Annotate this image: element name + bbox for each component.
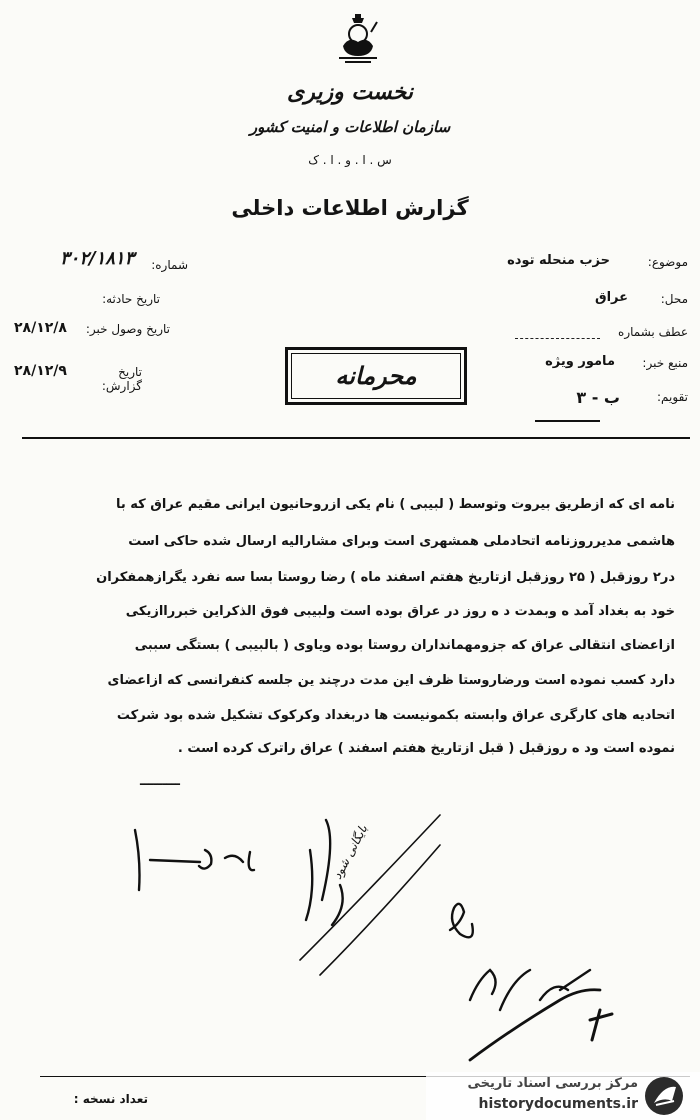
body-line: هاشمی مدیرروزنامه اتحادملی همشهری است وبرای مشارالیه ارسال شده حاکی است: [128, 534, 675, 549]
number-value: ۳۰۲/۱۸۱۳: [60, 248, 135, 269]
source-value: مامور ویژه: [545, 354, 615, 369]
body-line: در۲ روزقبل ( ۲۵ روزقبل ازتاریخ هفتم اسفند ماه ) رضا روستا بسا سه نفرد یگرازهمفکران: [96, 570, 675, 585]
watermark-logo-icon: [642, 1075, 686, 1117]
body-line: نموده است ود ه روزقبل ( قبل ازتاریخ هفتم اسفند ) عراق راترک کرده است .: [177, 741, 675, 756]
report-date-label: تاریخ گزارش:: [101, 365, 142, 393]
ministry-heading: نخست وزیری: [287, 80, 413, 105]
calendar-value: ب - ۳: [576, 388, 620, 407]
watermark-title: مرکز بررسی اسناد تاریخی: [467, 1076, 638, 1091]
source-label: منبع خبر:: [642, 356, 688, 370]
body-line: دارد کسب نموده است ورضاروستا ظرف این مدت درچند ین جلسه کنفرانسی که ازاعضای: [107, 673, 675, 688]
report-date-value: ۲۸/۱۲/۹: [14, 363, 67, 379]
body-line: نامه ای که ازطریق بیروت وتوسط ( لبیبی ) نام یکی ازروحانیون ایرانی مقیم عراق که با: [115, 497, 675, 512]
organization-code: س . ا . و . ا . ک: [308, 153, 392, 167]
body-line: ازاعضای انتقالی عراق که جزومهمانداران روستا بوده ویاوی ( بالبیبی ) بستگی سببی: [134, 638, 675, 653]
body-tail-dashes: ـــــــــ: [140, 774, 180, 789]
handwritten-note: بایگانی شود: [330, 822, 371, 882]
watermark-url: historydocuments.ir: [478, 1096, 638, 1112]
number-label: شماره:: [151, 258, 188, 272]
reference-label: عطف بشماره: [618, 325, 688, 339]
received-date-label: تاریخ وصول خبر:: [85, 322, 170, 336]
body-line: اتحادیه های کارگری عراق وابسته بکمونیست ها دربغداد وکرکوک تشکیل شده بود شرکت: [116, 708, 675, 723]
subject-value: حزب منحله توده: [507, 253, 610, 268]
event-date-label: تاریخ حادثه:: [102, 292, 160, 306]
organization-heading: سازمان اطلاعات و امنیت کشور: [249, 118, 451, 136]
calendar-label: تقویم:: [657, 390, 688, 404]
body-line: خود به بغداد آمد ه وبمدت د ه روز در عراق بوده است ولبیبی فوق الذکراین خبرراازیکی: [125, 604, 675, 619]
confidential-stamp-text: محرمانه: [335, 362, 417, 390]
received-date-value: ۲۸/۱۲/۸: [14, 320, 67, 336]
subject-label: موضوع:: [647, 255, 688, 269]
copies-label: تعداد نسخه :: [73, 1092, 148, 1106]
report-title: گزارش اطلاعات داخلی: [231, 196, 469, 220]
place-label: محل:: [660, 292, 688, 306]
place-value: عراق: [594, 290, 628, 305]
